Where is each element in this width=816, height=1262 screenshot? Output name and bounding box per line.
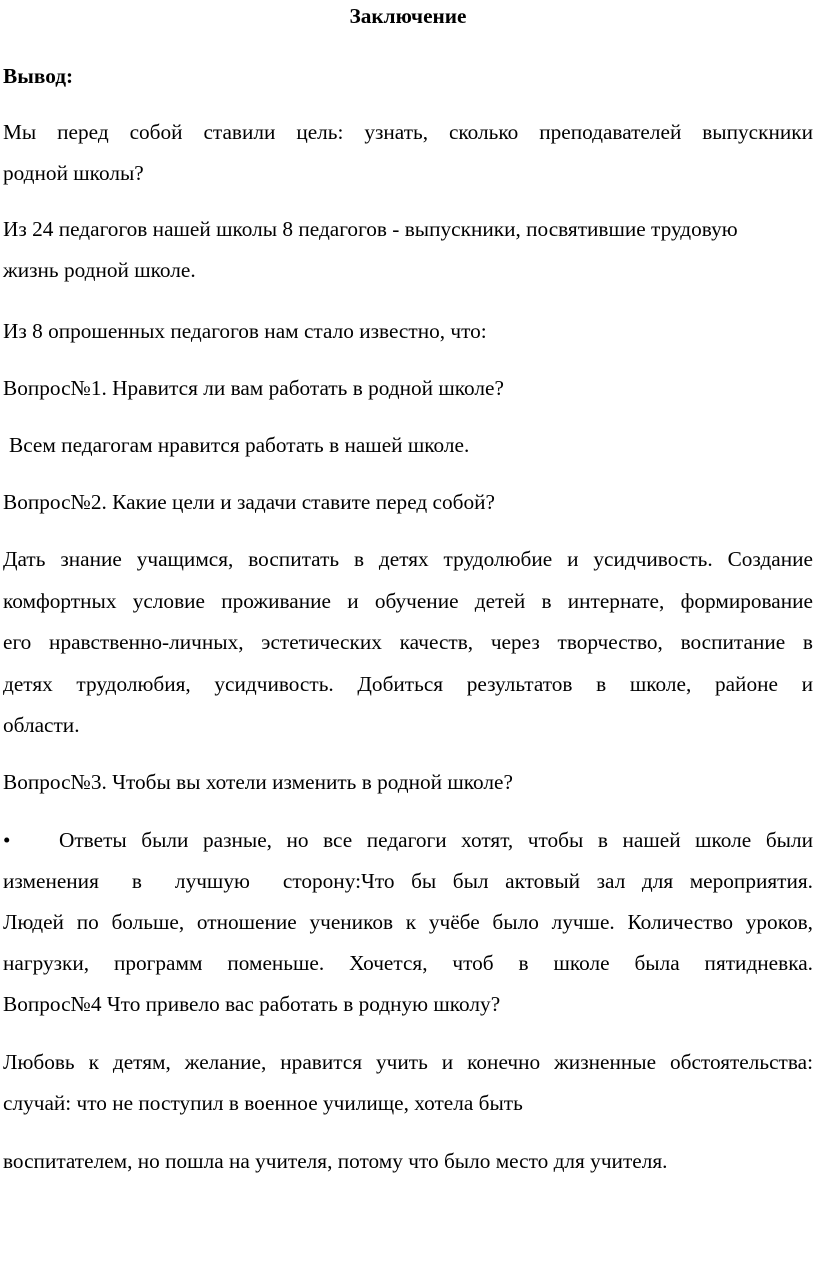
answer-2-line: области. [3,713,80,737]
answer-3-line [3,827,813,853]
paragraph-line: жизнь родной школе. [3,258,196,282]
question-3: Вопрос№3. Чтобы вы хотели изменить в родной школе? [3,770,513,794]
answer-2-line: комфортных условие проживание и обучение детей в интернате, формирование [3,589,813,613]
question-2: Вопрос№2. Какие цели и задачи ставите перед собой? [3,490,495,514]
answer-1: Всем педагогам нравится работать в нашей школе. [9,433,470,457]
answer-2-line: его нравственно-личных, эстетических качеств, через творчество, воспитание в [3,630,813,654]
paragraph-line: родной школы? [3,161,144,185]
bullet-icon: • [3,828,11,852]
paragraph-line: Мы перед собой ставили цель: узнать, сколько преподавателей выпускники [3,120,813,144]
question-4: Вопрос№4 Что привело вас работать в родную школу? [3,992,501,1016]
conclusion-heading: Вывод: [3,64,74,88]
answer-4-line: случай: что не поступил в военное училище, хотела быть [3,1091,523,1115]
answer-3-line: нагрузки, программ поменьше. Хочется, чтоб в школе была пятидневка. [3,951,813,975]
answer-3-text: Что бы был актовый зал для мероприятия. [361,869,813,893]
answer-3-line [3,868,813,894]
document-title: Заключение [349,4,467,28]
answer-3-text: Ответы были разные, но все педагоги хотят, чтобы в нашей школе были [59,828,813,852]
answer-4-line: Любовь к детям, желание, нравится учить и конечно жизненные обстоятельства: [3,1050,813,1074]
answer-2-line: детях трудолюбия, усидчивость. Добиться результатов в школе, районе и [3,672,813,696]
paragraph-line: Из 8 опрошенных педагогов нам стало известно, что: [3,319,487,343]
question-1: Вопрос№1. Нравится ли вам работать в родной школе? [3,376,504,400]
answer-4-line: воспитателем, но пошла на учителя, потому что было место для учителя. [3,1149,668,1173]
answer-2-line: Дать знание учащимся, воспитать в детях трудолюбие и усидчивость. Создание [3,547,813,571]
answer-3-line: Людей по больше, отношение учеников к учёбе было лучше. Количество уроков, [3,910,813,934]
paragraph-line: Из 24 педагогов нашей школы 8 педагогов - выпускники, посвятившие трудовую [3,217,738,241]
answer-3-text: изменения в лучшую сторону: [3,869,361,893]
